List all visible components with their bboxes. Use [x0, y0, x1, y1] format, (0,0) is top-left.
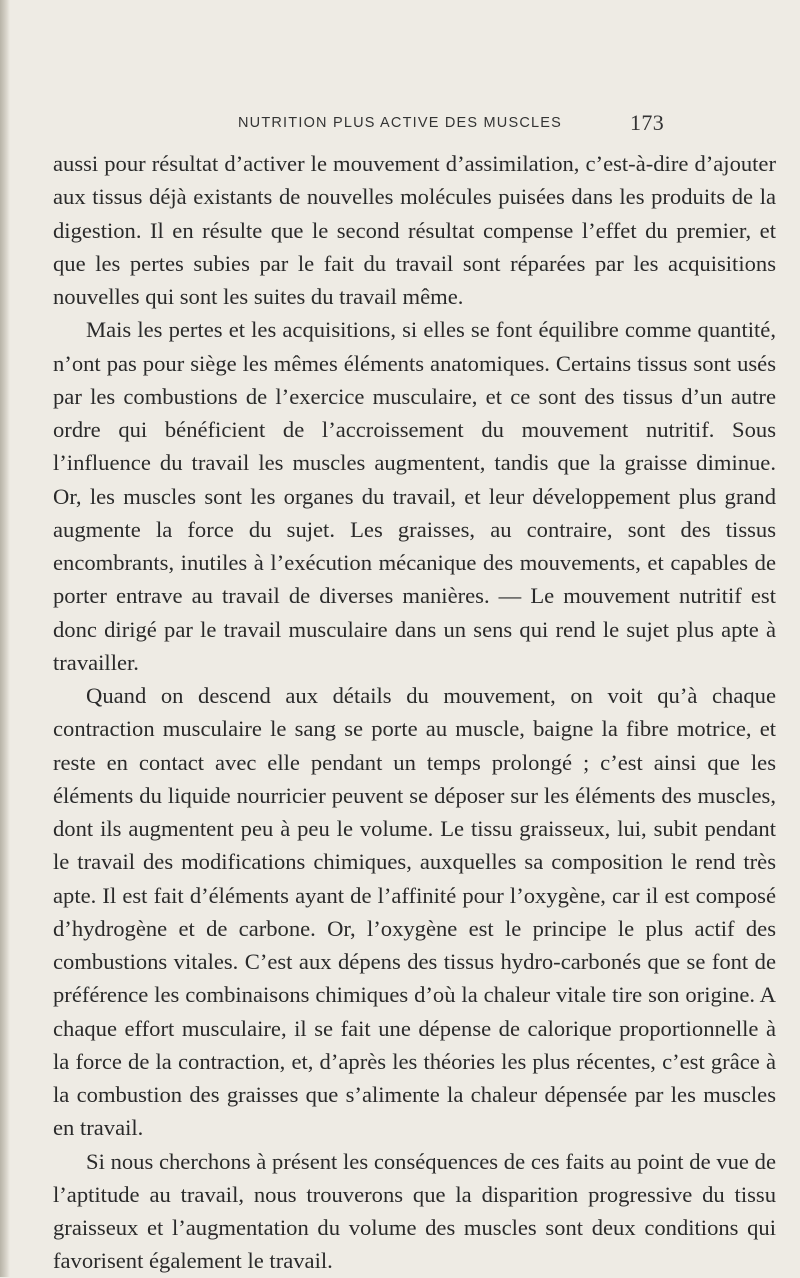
paragraph-2: Mais les pertes et les acquisitions, si elles se font équilibre comme quantité, n’ont pas pour siège les mêmes éléments anatomiques. Certains tissus sont usés par les combustions de l’exercice musculaire, et ce sont des tissus d’un autre ordre qui bénéficient de l’accroissement du mouvement nutritif. Sous l’influence du travail les muscles augmentent, tandis que la graisse diminue. Or, les muscles sont les organes du travail, et leur développement plus grand augmente la force du sujet. Les graisses, au contraire, sont des tissus encombrants, inutiles à l’exécution mécanique des mouvements, et capables de porter entrave au travail de diverses manières. — Le mouvement nutritif est donc dirigé par le travail musculaire dans un sens qui rend le sujet plus apte à travailler.: [53, 317, 776, 675]
paragraph-4: Si nous cherchons à présent les conséquences de ces faits au point de vue de l’aptitude au travail, nous trouverons que la disparition progressive du tissu graisseux et l’augmentation du volume des muscles sont deux conditions qui favorisent également le travail.: [53, 1148, 776, 1274]
page-number: 173: [630, 110, 665, 135]
body-text: [53, 147, 776, 1278]
paragraph-1: aussi pour résultat d’activer le mouvement d’assimilation, c’est-à-dire d’ajouter aux tissus déjà existants de nouvelles molécules puisées dans les produits de la digestion. Il en résulte que le second résultat compense l’effet du premier, et que les pertes subies par le fait du travail sont réparées par les acquisitions nouvelles qui sont les suites du travail même.: [53, 151, 776, 309]
paragraph-3: Quand on descend aux détails du mouvement, on voit qu’à chaque contraction musculaire le sang se porte au muscle, baigne la fibre motrice, et reste en contact avec elle pendant un temps prolongé ; c’est ainsi que les éléments du liquide nourricier peuvent se déposer sur les éléments des muscles, dont ils augmentent peu à peu le volume. Le tissu graisseux, lui, subit pendant le travail des modifications chimiques, auxquelles sa composition le rend très apte. Il est fait d’éléments ayant de l’affinité pour l’oxygène, car il est composé d’hydrogène et de carbone. Or, l’oxygène est le principe le plus actif des combustions vitales. C’est aux dépens des tissus hydro-carbonés que se font de préférence les combinaisons chimiques d’où la chaleur vitale tire son origine. A chaque effort musculaire, il se fait une dépense de calorique proportionnelle à la force de la contraction, et, d’après les théories les plus récentes, c’est grâce à la combustion des graisses que s’alimente la chaleur dépensée par les muscles en travail.: [53, 683, 776, 1141]
running-title: NUTRITION PLUS ACTIVE DES MUSCLES: [237, 115, 562, 131]
